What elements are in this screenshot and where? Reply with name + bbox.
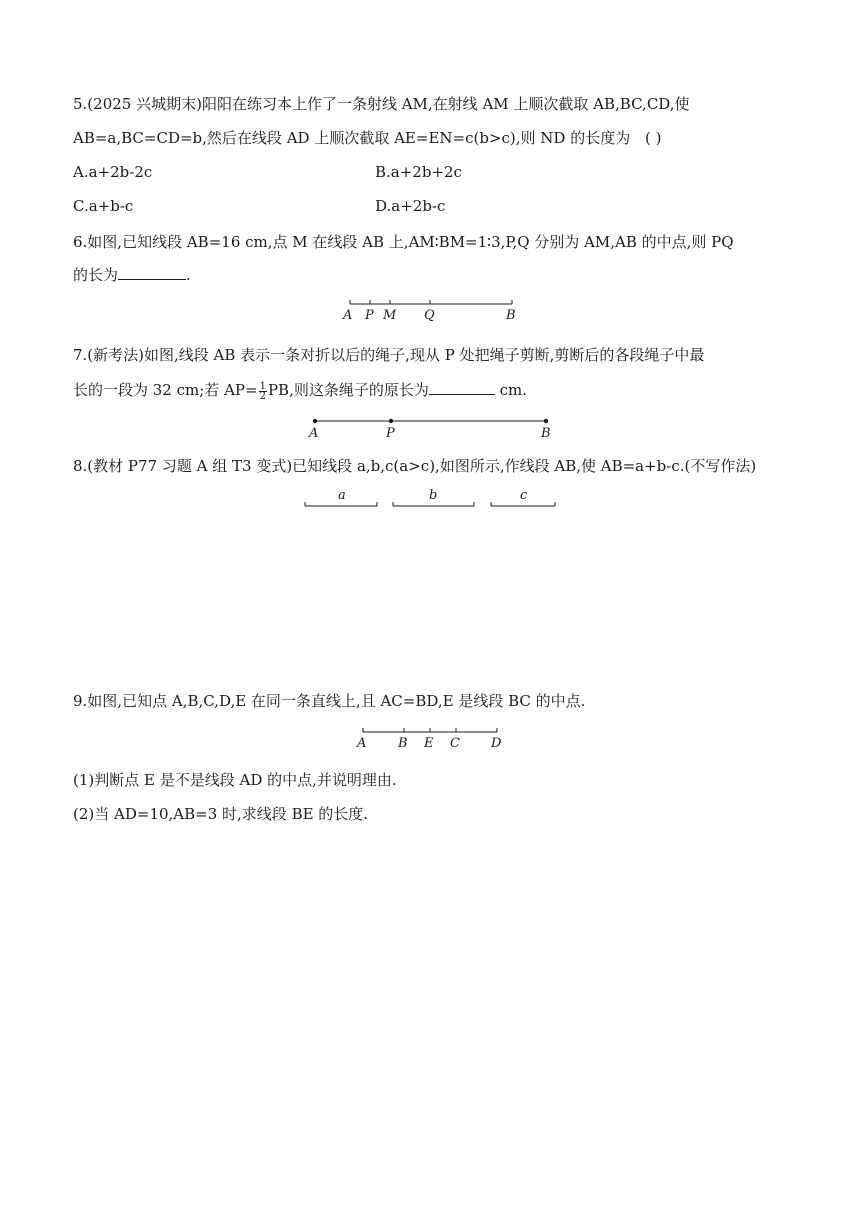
q6-line2-suffix: . [186, 266, 191, 284]
q9-segment-figure [355, 724, 515, 750]
q7-frac-den: 2 [259, 390, 266, 402]
q8-line1: 8.(教材 P77 习题 A 组 T3 变式)已知线段 a,b,c(a>c),如图所示,作线段 AB,使 AB=a+b-c.(不写作法) [73, 457, 757, 475]
q9-label-b: B [398, 736, 408, 751]
q5-answer-paren: ( ) [645, 129, 662, 147]
q7-point-a [313, 419, 317, 423]
q6-label-a: A [343, 308, 353, 323]
q7-line2-mid: PB,则这条绳子的原长为 [267, 381, 429, 399]
q6-segment-figure [340, 296, 530, 322]
q6-line1: 6.如图,已知线段 AB=16 cm,点 M 在线段 AB 上,AM∶BM=1∶3,P,Q 分别为 AM,AB 的中点,则 PQ [73, 233, 734, 251]
q9-label-d: D [491, 736, 502, 751]
q7-line2-prefix: 长的一段为 32 cm;若 AP= [73, 381, 258, 399]
q7-point-p [389, 419, 393, 423]
q5-option-c: C.a+b-c [73, 197, 134, 215]
q5-option-d: D.a+2b-c [375, 197, 446, 215]
q7-point-b [544, 419, 548, 423]
q5-line1: 5.(2025 兴城期末)阳阳在练习本上作了一条射线 AM,在射线 AM 上顺次截取 AB,BC,CD,使 [73, 95, 690, 113]
q8-label-c: c [520, 488, 528, 503]
q6-label-p: P [365, 308, 374, 323]
q9-sub2: (2)当 AD=10,AB=3 时,求线段 BE 的长度. [73, 805, 369, 823]
q7-line2-suffix: cm. [494, 381, 528, 399]
q6-label-b: B [506, 308, 516, 323]
q6-line2-prefix: 的长为 [73, 266, 119, 284]
q7-rope-figure [305, 414, 555, 440]
q5-line2 [73, 128, 661, 148]
q6-label-m: M [383, 308, 397, 323]
q7-label-a: A [309, 426, 319, 441]
q6-answer-blank[interactable] [118, 265, 186, 280]
q5-option-a: A.a+2b-2c [73, 163, 153, 181]
q6-line2 [73, 265, 191, 285]
q9-label-c: C [450, 736, 460, 751]
q5-line2-text: AB=a,BC=CD=b,然后在线段 AD 上顺次截取 AE=EN=c(b>c),则 ND 的长度为 [73, 129, 631, 147]
q7-fraction [259, 382, 267, 401]
q5-option-b: B.a+2b+2c [375, 163, 462, 181]
q7-label-b: B [541, 426, 551, 441]
q6-label-q: Q [424, 308, 435, 323]
q8-label-a: a [338, 488, 346, 503]
q7-label-p: P [386, 426, 395, 441]
q9-line1: 9.如图,已知点 A,B,C,D,E 在同一条直线上,且 AC=BD,E 是线段 BC 的中点. [73, 692, 586, 710]
q9-label-a: A [357, 736, 367, 751]
q8-label-b: b [429, 488, 438, 503]
q7-answer-blank[interactable] [429, 380, 495, 395]
q7-frac-num: 1 [259, 380, 266, 392]
q9-label-e: E [424, 736, 434, 751]
q7-line2 [73, 380, 527, 401]
q8-segments-figure [300, 486, 565, 512]
q9-sub1: (1)判断点 E 是不是线段 AD 的中点,并说明理由. [73, 771, 397, 789]
q7-line1: 7.(新考法)如图,线段 AB 表示一条对折以后的绳子,现从 P 处把绳子剪断,剪断后的各段绳子中最 [73, 346, 705, 364]
